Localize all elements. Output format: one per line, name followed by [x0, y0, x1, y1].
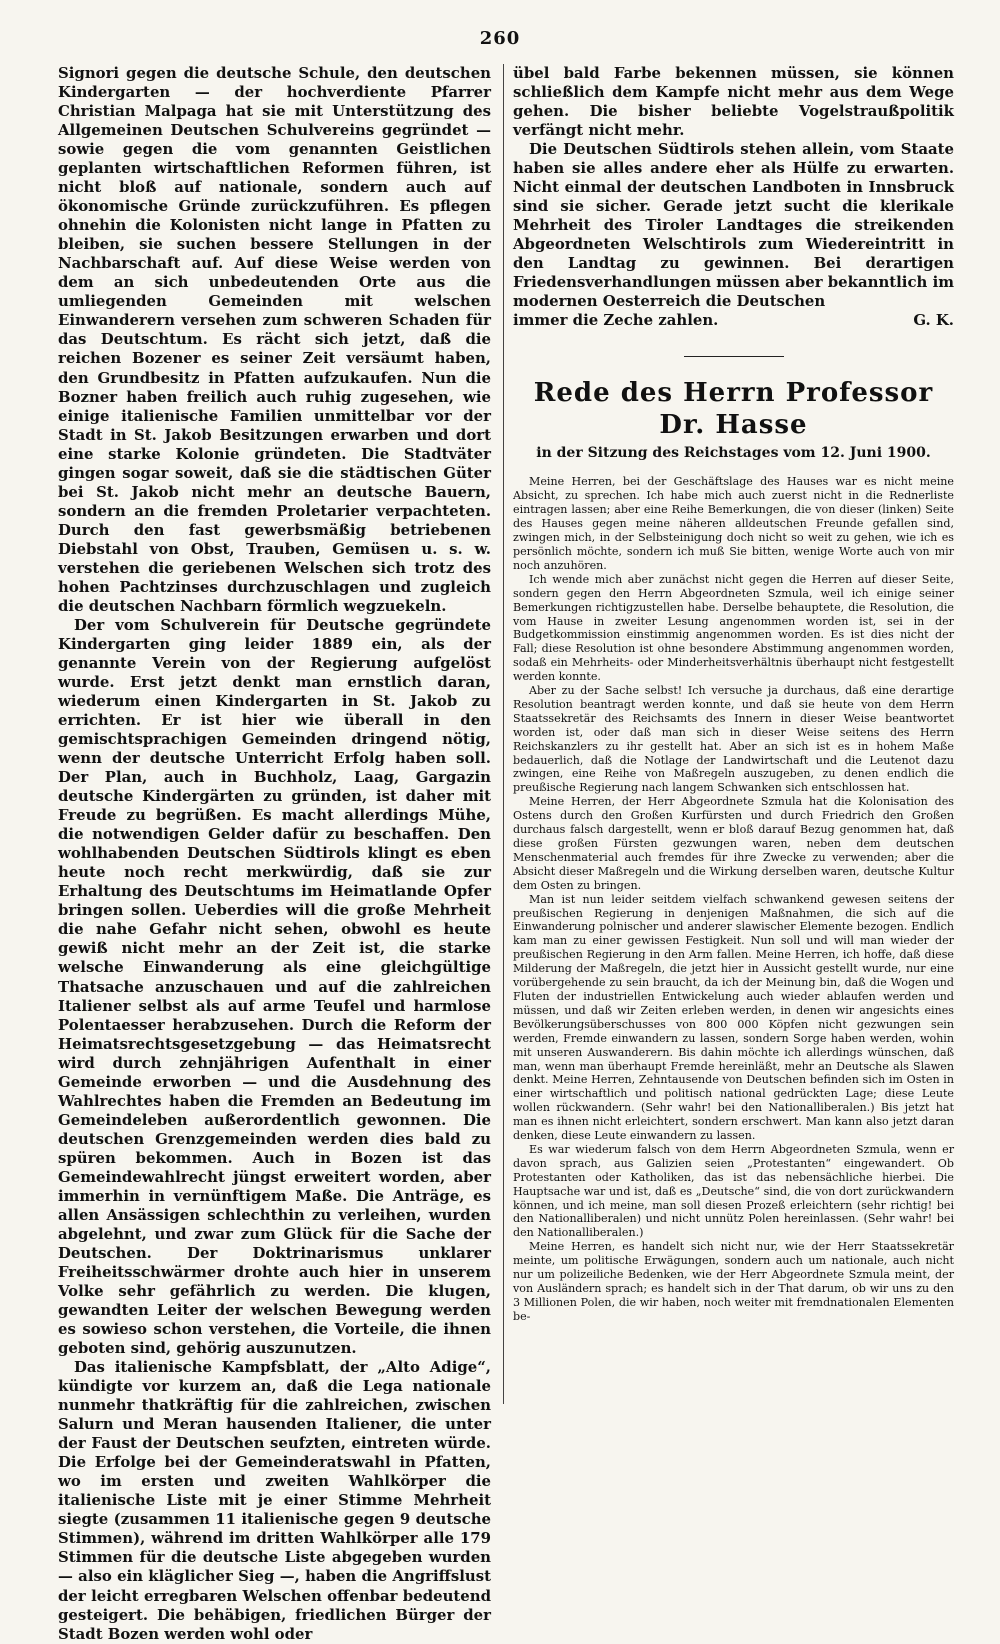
speech-headline: Rede des Herrn Professor Dr. Hasse [533, 378, 934, 441]
section-divider [684, 356, 784, 357]
right-column [513, 64, 954, 1324]
closing-text: immer die Zeche zahlen. [513, 311, 719, 330]
speech-paragraph: Meine Herren, es handelt sich nicht nur, wie der Herr Staatssekretär meinte, um politische Erwägungen, sondern auch um nationale, auch nicht nur um polizeiliche Bedenken, wie der Herr Abgeordnete Szmula meint, der von Ausländern sprach; es handelt sich in der That darum, ob wir uns zu den 3 Millionen Polen, die wir haben, noch weiter mit fremdnationalen Elementen be- [513, 1240, 954, 1323]
speech-paragraph: Meine Herren, bei der Geschäftslage des Hauses war es nicht meine Absicht, zu sprechen. Ich habe mich auch zuerst nicht in die Rednerliste eintragen lassen; aber eine Reihe Bemerkungen, die von dieser (linken) Seite des Hauses gegen meine näheren alldeutschen Freunde gefallen sind, zwingen mich, in der Selbsteinigung doch nicht so weit zu gehen, wie ich es persönlich möchte, sondern ich muß Sie bitten, wenige Worte auch von mir noch anzuhören. [513, 475, 954, 572]
right-paragraph: übel bald Farbe bekennen müssen, sie können schließlich dem Kampfe nicht mehr aus dem Wege gehen. Die bisher beliebte Vogelstraußpolitik verfängt nicht mehr. [513, 64, 954, 140]
page-number: 260 [479, 28, 521, 49]
speech-paragraph: Man ist nun leider seitdem vielfach schwankend gewesen seitens der preußischen Regierung in denjenigen Maßnahmen, die sich auf die Einwanderung polnischer und anderer slawischer Elemente bezogen. Endlich kam man zu einer gewissen Festigkeit. Nun soll und will man wieder der preußischen Regierung in den Arm fallen. Meine Herren, ich hoffe, daß diese Milderung der Maßregeln, die jetzt hier in Aussicht gestellt wurde, nur eine vorübergehende zu sein braucht, da ich der Meinung bin, daß die Wogen und Fluten der industriellen Entwickelung auch wieder ablaufen werden und müssen, und daß wir Zeiten erleben werden, in denen wir angesichts eines Bevölkerungsüberschusses von 800 000 Köpfen nicht gezwungen sein werden, Fremde einwandern zu lassen, sondern Sorge haben werden, wohin mit unseren Auswanderern. Bis dahin möchte ich allerdings wünschen, daß man, wenn man überhaupt Fremde hereinläßt, mehr an Deutsche als Slawen denkt. Meine Herren, Zehntausende von Deutschen befinden sich im Osten in einer wirtschaftlich und politisch national gedrückten Lage; diese Leute wollen rückwandern. (Sehr wahr! bei den Nationalliberalen.) Bis jetzt hat man es ihnen nicht erleichtert, sondern erschwert. Man kann also jetzt daran denken, diese Leute einwandern zu lassen. [513, 892, 954, 1143]
speech-paragraph: Aber zu der Sache selbst! Ich versuche ja durchaus, daß eine derartige Resolution beantragt werden konnte, und daß sie heute von dem Herrn Staatssekretär des Reichsamts des Innern in dieser Weise beantwortet worden ist, oder daß man sich in dieser Weise seitens des Herrn Reichskanzlers zu ihr gestellt hat. Aber an sich ist es in hohem Maße bedauerlich, daß die Notlage der Landwirtschaft und die Leutenot dazu zwingen, eine Reihe von Maßregeln auszugeben, zu denen endlich die preußische Regierung nach langem Schwanken sich entschlossen hat. [513, 684, 954, 795]
speech-subheadline: in der Sitzung des Reichstages vom 12. Juni 1900. [536, 445, 931, 462]
article-continuation [513, 64, 954, 330]
speech-paragraph: Ich wende mich aber zunächst nicht gegen die Herren auf dieser Seite, sondern gegen den Herrn Abgeordneten Szmula, weil ich einige seiner Bemerkungen richtigzustellen habe. Derselbe behauptete, die Resolution, die vom Hause in zweiter Lesung angenommen worden ist, sei in der Budgetkommission einstimmig angenommen worden. Es ist dies nicht der Fall; diese Resolution ist ohne besondere Abstimmung angenommen worden, sodaß ein Mehrheits- oder Minderheitsverhältnis überhaupt nicht festgestellt werden konnte. [513, 572, 954, 684]
speech-body [513, 475, 954, 1323]
speech-paragraph: Meine Herren, der Herr Abgeordnete Szmula hat die Kolonisation des Ostens durch den Großen Kurfürsten und durch Friedrich den Großen durchaus falsch dargestellt, wenn er bloß darauf Bezug genommen hat, daß diese großen Fürsten gezwungen waren, neben dem deutschen Menschenmaterial auch fremdes für ihre Zwecke zu verwenden; aber die Absicht dieser Maßregeln und die Wirkung derselben waren, deutsche Kultur dem Osten zu bringen. [513, 795, 954, 892]
left-paragraph: Signori gegen die deutsche Schule, den deutschen Kindergarten — der hochverdiente Pfarrer Christian Malpaga hat sie mit Unterstützung des Allgemeinen Deutschen Schulvereins gegründet — sowie gegen die vom genannten Geistlichen geplanten wirtschaftlichen Reformen führen, ist nicht bloß auf nationale, sondern auch auf ökonomische Gründe zurückzuführen. Es pflegen ohnehin die Kolonisten nicht lange in Pfatten zu bleiben, sie suchen bessere Stellungen in der Nachbarschaft auf. Auf diese Weise werden von dem an sich unbedeutenden Orte aus die umliegenden Gemeinden mit welschen Einwanderern versehen zum schweren Schaden für das Deutschtum. Es rächt sich jetzt, daß die reichen Bozener es seiner Zeit versäumt haben, den Grundbesitz in Pfatten aufzukaufen. Nun die Bozner haben freilich auch ruhig zugesehen, wie einige italienische Familien unmittelbar vor der Stadt in St. Jakob Besitzungen erwarben und dort eine starke Kolonie gründeten. Die Stadtväter gingen sogar soweit, daß sie die städtischen Güter bei St. Jakob nicht mehr an deutsche Bauern, sondern an die fremden Proletarier verpachteten. Durch den fast gewerbsmäßig betriebenen Diebstahl von Obst, Trauben, Gemüsen u. s. w. verstehen die geriebenen Welschen sich trotz des hohen Pachtzinses durchzuschlagen und zugleich die deutschen Nachbarn förmlich wegzuekeln. [58, 64, 491, 615]
left-column [58, 64, 491, 1644]
left-paragraph: Der vom Schulverein für Deutsche gegründete Kindergarten ging leider 1889 ein, als der genannte Verein von der Regierung aufgelöst wurde. Erst jetzt denkt man ernstlich daran, wiederum einen Kindergarten in St. Jakob zu errichten. Er ist hier wie überall in den gemischtsprachigen Gemeinden dringend nötig, wenn der deutsche Unterricht Erfolg haben soll. Der Plan, auch in Buchholz, Laag, Gargazin deutsche Kindergärten zu gründen, ist daher mit Freude zu begrüßen. Es macht allerdings Mühe, die notwendigen Gelder dafür zu beschaffen. Den wohlhabenden Deutschen Südtirols klingt es eben heute noch recht merkwürdig, daß sie zur Erhaltung des Deutschtums im Heimatlande Opfer bringen sollen. Ueberdies will die große Mehrheit die nahe Gefahr nicht sehen, obwohl es heute gewiß nicht mehr an der Zeit ist, die starke welsche Einwanderung als eine gleichgültige Thatsache anzuschauen und auf die zahlreichen Italiener selbst als auf arme Teufel und harmlose Polentaesser herabzusehen. Durch die Reform der Heimatsrechtsgesetzgebung — das Heimatsrecht wird durch zehnjährigen Aufenthalt in einer Gemeinde erworben — und die Ausdehnung des Wahlrechtes haben die Fremden an Bedeutung im Gemeindeleben außerordentlich gewonnen. Die deutschen Grenzgemeinden werden dies bald zu spüren bekommen. Auch in Bozen ist das Gemeindewahlrecht jüngst erweitert worden, aber immerhin in vernünftigem Maße. Die Anträge, es allen Ansässigen schlechthin zu verleihen, wurden abgelehnt, und zwar zum Glück für die Sache der Deutschen. Der Doktrinarismus unklarer Freiheitsschwärmer drohte auch hier in unserem Volke sehr gefährlich zu werden. Die klugen, gewandten Leiter der welschen Bewegung werden es sowieso schon verstehen, die Vorteile, die ihnen geboten sind, gehörig auszunutzen. [58, 615, 491, 1358]
left-paragraph: Das italienische Kampfsblatt, der „Alto Adige“, kündigte vor kurzem an, daß die Lega nationale nunmehr thatkräftig für die zahlreichen, zwischen Salurn und Meran hausenden Italiener, die unter der Faust der Deutschen seufzten, eintreten würde. Die Erfolge bei der Gemeinderatswahl in Pfatten, wo im ersten und zweiten Wahlkörper die italienische Liste mit je einer Stimme Mehrheit siegte (zusammen 11 italienische gegen 9 deutsche Stimmen), während im dritten Wahlkörper alle 179 Stimmen für die deutsche Liste abgegeben wurden — also ein kläglicher Sieg —, haben die Angriffslust der leicht erregbaren Welschen offenbar bedeutend gesteigert. Die behäbigen, friedlichen Bürger der Stadt Bozen werden wohl oder [58, 1358, 491, 1643]
column-divider [503, 64, 504, 1404]
author-signature: G. K. [913, 311, 954, 330]
closing-line [513, 311, 954, 330]
speech-paragraph: Es war wiederum falsch von dem Herrn Abgeordneten Szmula, wenn er davon sprach, aus Galizien seien „Protestanten“ eingewandert. Ob Protestanten oder Katholiken, das ist das nebensächliche hierbei. Die Hauptsache war und ist, daß es „Deutsche“ sind, die von dort zurückwandern können, und ich meine, man soll diesen Prozeß erleichtern (sehr richtig! bei den Nationalliberalen) und nicht unnütz Polen hereinlassen. (Sehr wahr! bei den Nationalliberalen.) [513, 1142, 954, 1240]
right-paragraph: Die Deutschen Südtirols stehen allein, vom Staate haben sie alles andere eher als Hülfe zu erwarten. Nicht einmal der deutschen Landboten in Innsbruck sind sie sicher. Gerade jetzt sucht die klerikale Mehrheit des Tiroler Landtages die streikenden Abgeordneten Welschtirols zum Wiedereintritt in den Landtag zu gewinnen. Bei derartigen Friedensverhandlungen müssen aber bekanntlich im modernen Oesterreich die Deutschen [513, 140, 954, 311]
